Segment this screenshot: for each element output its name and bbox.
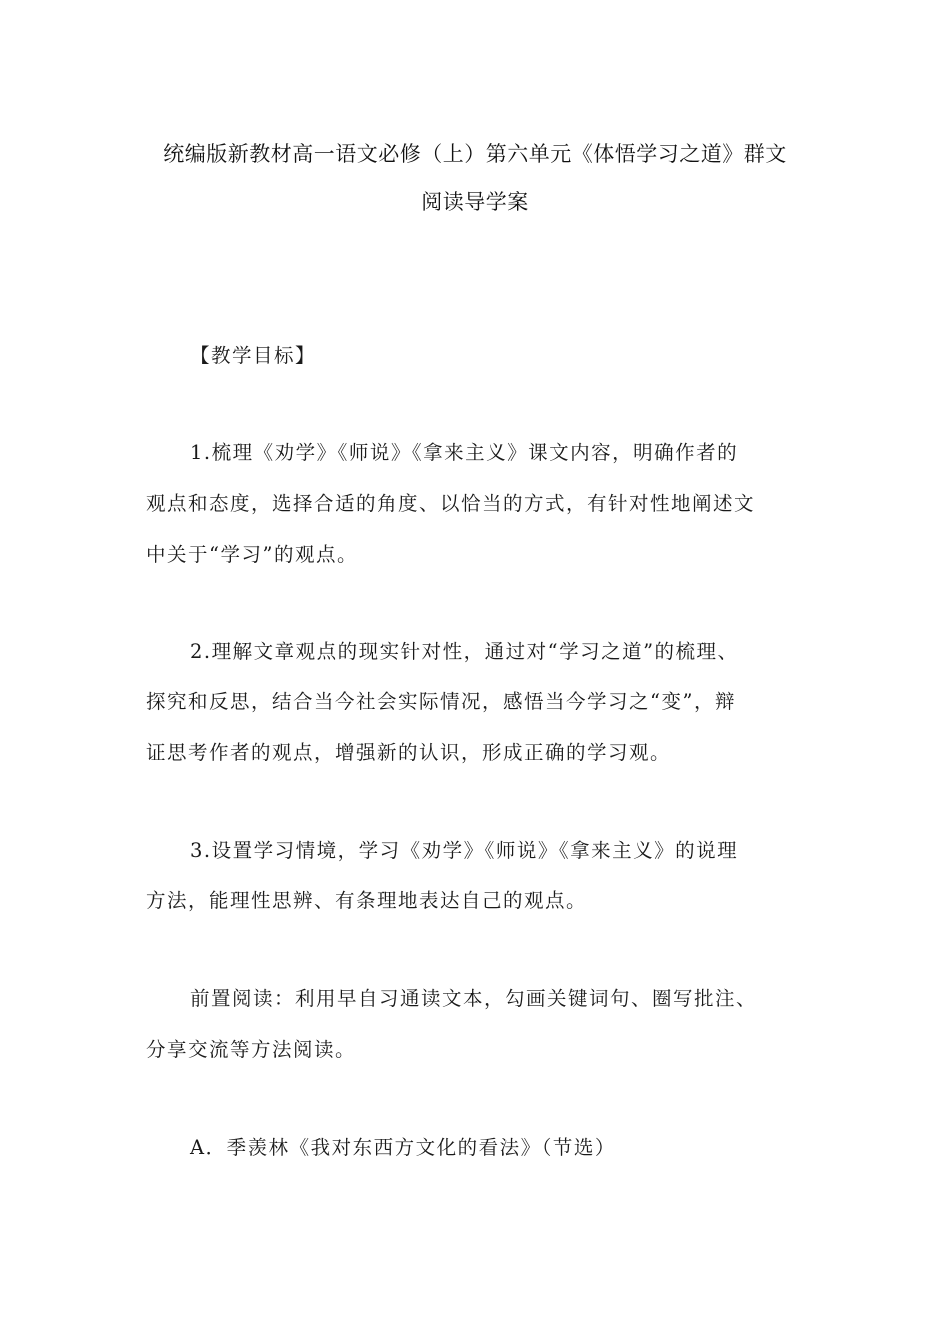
- goal-3-line-2: 方法，能理性思辨、有条理地表达自己的观点。: [146, 889, 588, 912]
- goal-2-line-3: 证思考作者的观点，增强新的认识，形成正确的学习观。: [146, 741, 672, 764]
- document-title-line-1: 统编版新教材高一语文必修（上）第六单元《体悟学习之道》群文: [163, 142, 787, 166]
- pre-reading-line-1: 前置阅读：利用早自习通读文本，勾画关键词句、圈写批注、: [190, 987, 758, 1010]
- reading-a-heading: A．季羡林《我对东西方文化的看法》（节选）: [190, 1136, 616, 1159]
- pre-reading-line-2: 分享交流等方法阅读。: [146, 1038, 357, 1061]
- goal-1-line-3: 中关于“学习”的观点。: [146, 543, 358, 566]
- goal-2-line-1: 2.理解文章观点的现实针对性，通过对“学习之道”的梳理、: [190, 640, 739, 663]
- goal-2-line-2: 探究和反思，结合当今社会实际情况，感悟当今学习之“变”，辩: [146, 690, 736, 713]
- section-heading-teaching-goals: 【教学目标】: [190, 344, 317, 367]
- goal-1-line-1: 1.梳理《劝学》《师说》《拿来主义》课文内容，明确作者的: [190, 441, 739, 464]
- goal-3-line-1: 3.设置学习情境，学习《劝学》《师说》《拿来主义》的说理: [190, 839, 739, 862]
- document-title-line-2: 阅读导学案: [421, 190, 529, 214]
- goal-1-line-2: 观点和态度，选择合适的角度、以恰当的方式，有针对性地阐述文: [146, 492, 756, 515]
